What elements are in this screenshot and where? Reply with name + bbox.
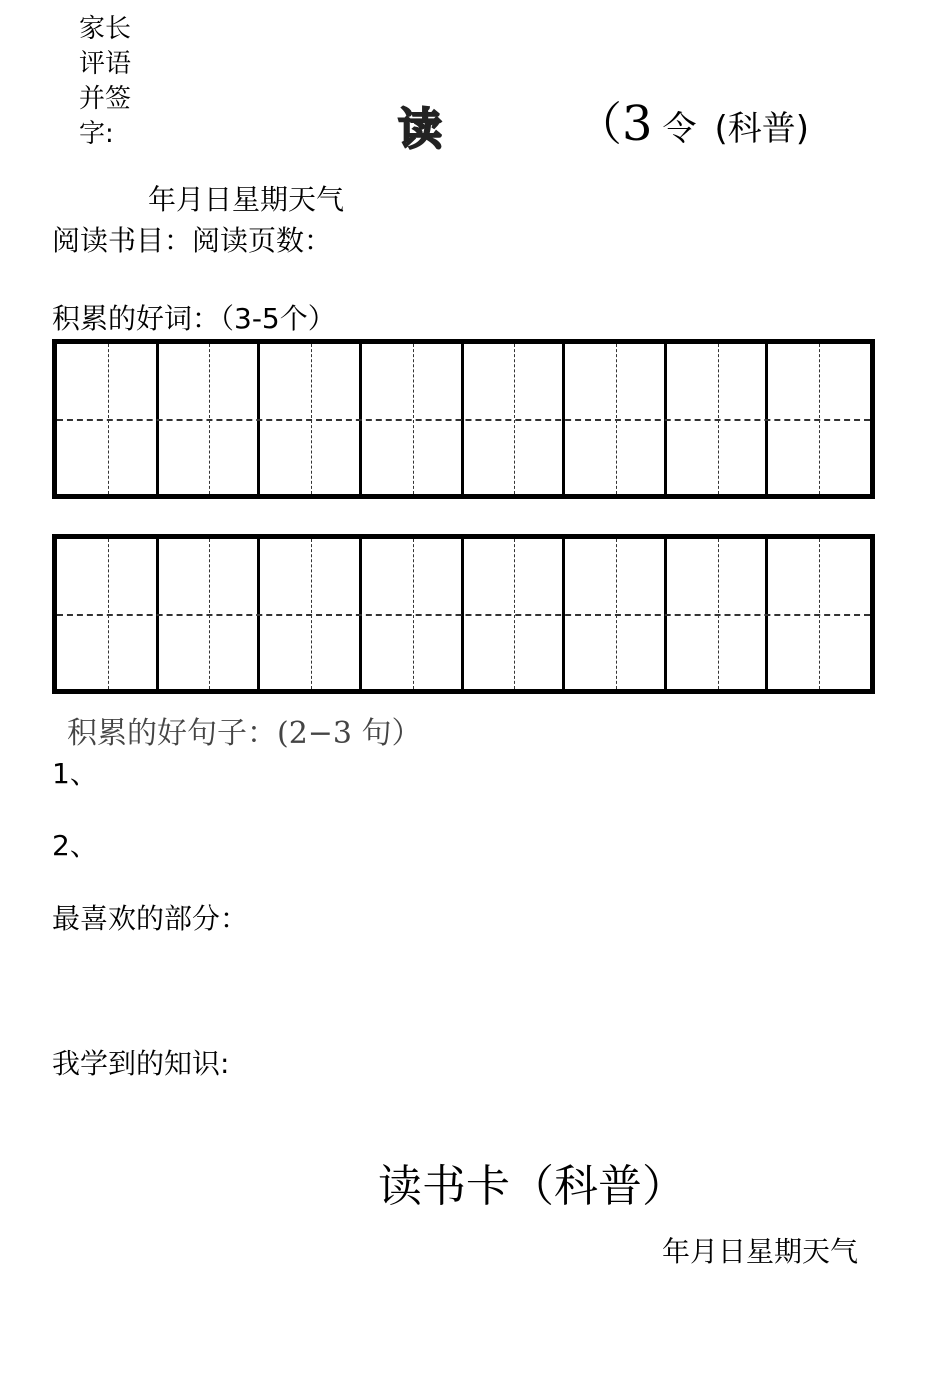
signature-line: 字: <box>79 119 114 149</box>
title-stylized-char: 读 <box>398 104 442 155</box>
signature-line: 评语 <box>79 49 132 79</box>
good-sentences-label: 积累的好句子：(2−3 句） <box>67 716 422 751</box>
title-category: (科普) <box>714 109 810 149</box>
good-words-grid-row-2[interactable] <box>52 534 875 694</box>
sentence-item[interactable]: 1、 <box>52 757 98 790</box>
date-weather-line: 年月日星期天气 <box>148 183 345 216</box>
signature-line: 并签 <box>79 84 132 114</box>
parent-signature-label <box>79 12 131 152</box>
favorite-part-label: 最喜欢的部分： <box>52 902 249 935</box>
footer-title: 读书卡（科普） <box>378 1161 686 1212</box>
title-paren-open: （ <box>576 97 622 151</box>
sentence-item[interactable]: 2、 <box>52 829 98 862</box>
row-center-guide <box>57 614 870 616</box>
title-char: 令 <box>662 109 697 149</box>
title-number: 3 <box>622 96 653 152</box>
good-words-grid-row-1[interactable] <box>52 339 875 499</box>
reading-info-line: 阅读书目：阅读页数： <box>52 224 333 257</box>
title-paren-group <box>576 88 809 154</box>
footer-date-weather-line: 年月日星期天气 <box>662 1235 859 1268</box>
knowledge-label: 我学到的知识: <box>52 1047 230 1080</box>
good-words-label: 积累的好词：（3-5个） <box>52 302 336 335</box>
signature-line: 家长 <box>79 14 132 44</box>
row-center-guide <box>57 419 870 421</box>
